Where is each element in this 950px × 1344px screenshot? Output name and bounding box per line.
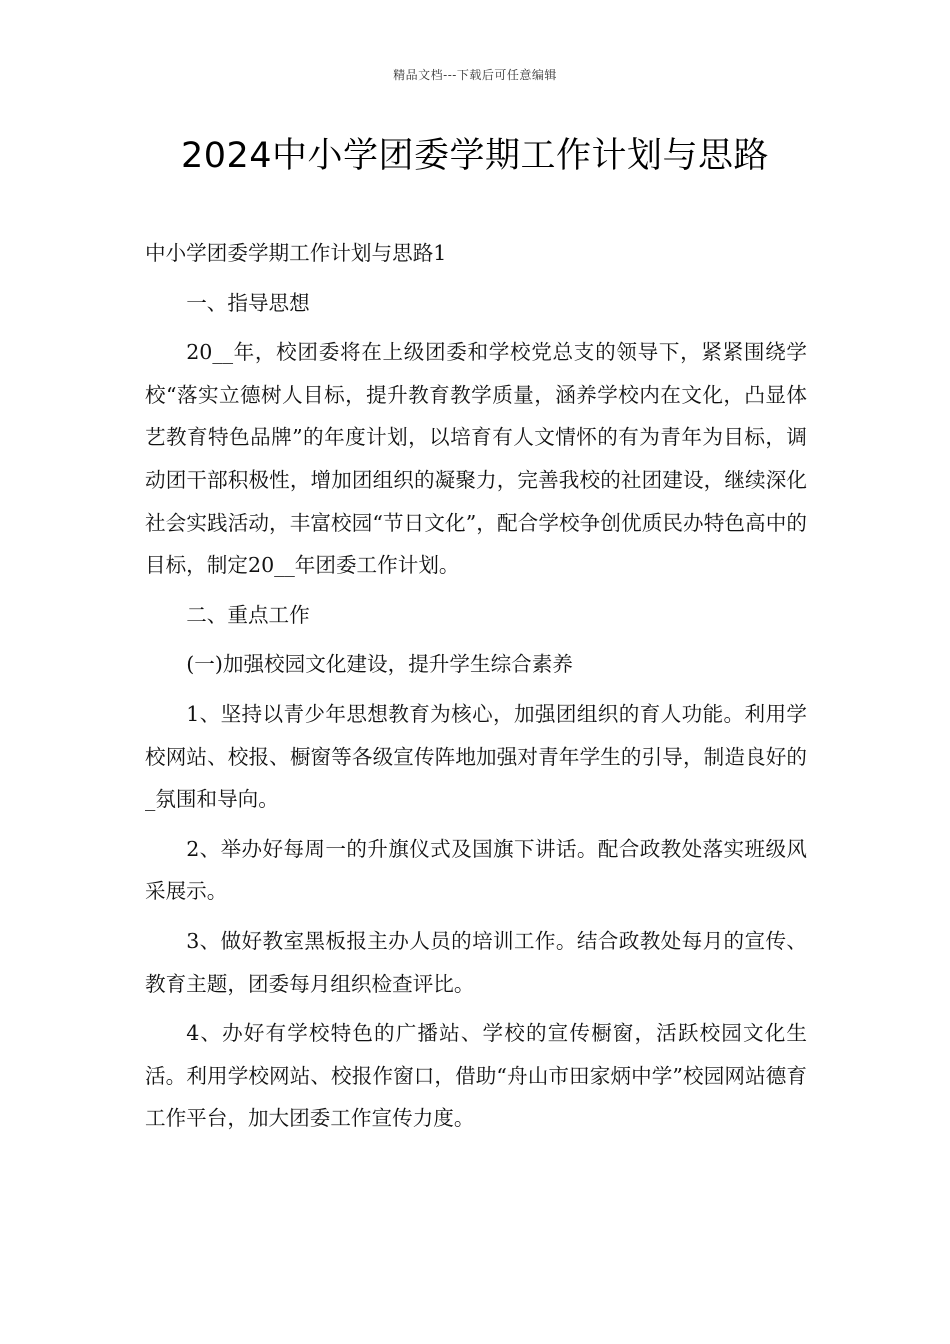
paragraph-item-3: 3、做好教室黑板报主办人员的培训工作。结合政教处每月的宣传、教育主题，团委每月组织检查评比。: [145, 928, 807, 996]
header-note: 精品文档---下载后可任意编辑: [393, 68, 557, 82]
section-subtitle: 中小学团委学期工作计划与思路1: [145, 241, 447, 265]
paragraph-item-2: 2、举办好每周一的升旗仪式及国旗下讲话。配合政教处落实班级风采展示。: [145, 836, 807, 904]
paragraph-item-1: 1、坚持以青少年思想教育为核心，加强团组织的育人功能。利用学校网站、校报、橱窗等各级宣传阵地加强对青年学生的引导，制造良好的_氛围和导向。: [145, 701, 807, 812]
paragraph-item-4: 4、办好有学校特色的广播站、学校的宣传橱窗，活跃校园文化生活。利用学校网站、校报作窗口，借助“舟山市田家炳中学”校园网站德育工作平台，加大团委工作宣传力度。: [145, 1021, 807, 1131]
document-title: 2024中小学团委学期工作计划与思路: [180, 136, 770, 176]
subheading-campus-culture: (一)加强校园文化建设，提升学生综合素养: [186, 652, 573, 677]
paragraph-guiding-ideology: 20__年，校团委将在上级团委和学校党总支的领导下，紧紧围绕学校“落实立德树人目标，提升教育教学质量，涵养学校内在文化，凸显体艺教育特色品牌”的年度计划，以培育有人文情怀的有为青年为目标，调动团干部积极性，增加团组织的凝聚力，完善我校的社团建设，继续深化社会实践活动，丰富校园“节日文化”，配合学校争创优质民办特色高中的目标，制定20__年团委工作计划。: [145, 340, 807, 578]
document-body: [145, 232, 807, 1147]
heading-key-work: 二、重点工作: [186, 602, 310, 627]
heading-guiding-ideology: 一、指导思想: [186, 290, 310, 315]
